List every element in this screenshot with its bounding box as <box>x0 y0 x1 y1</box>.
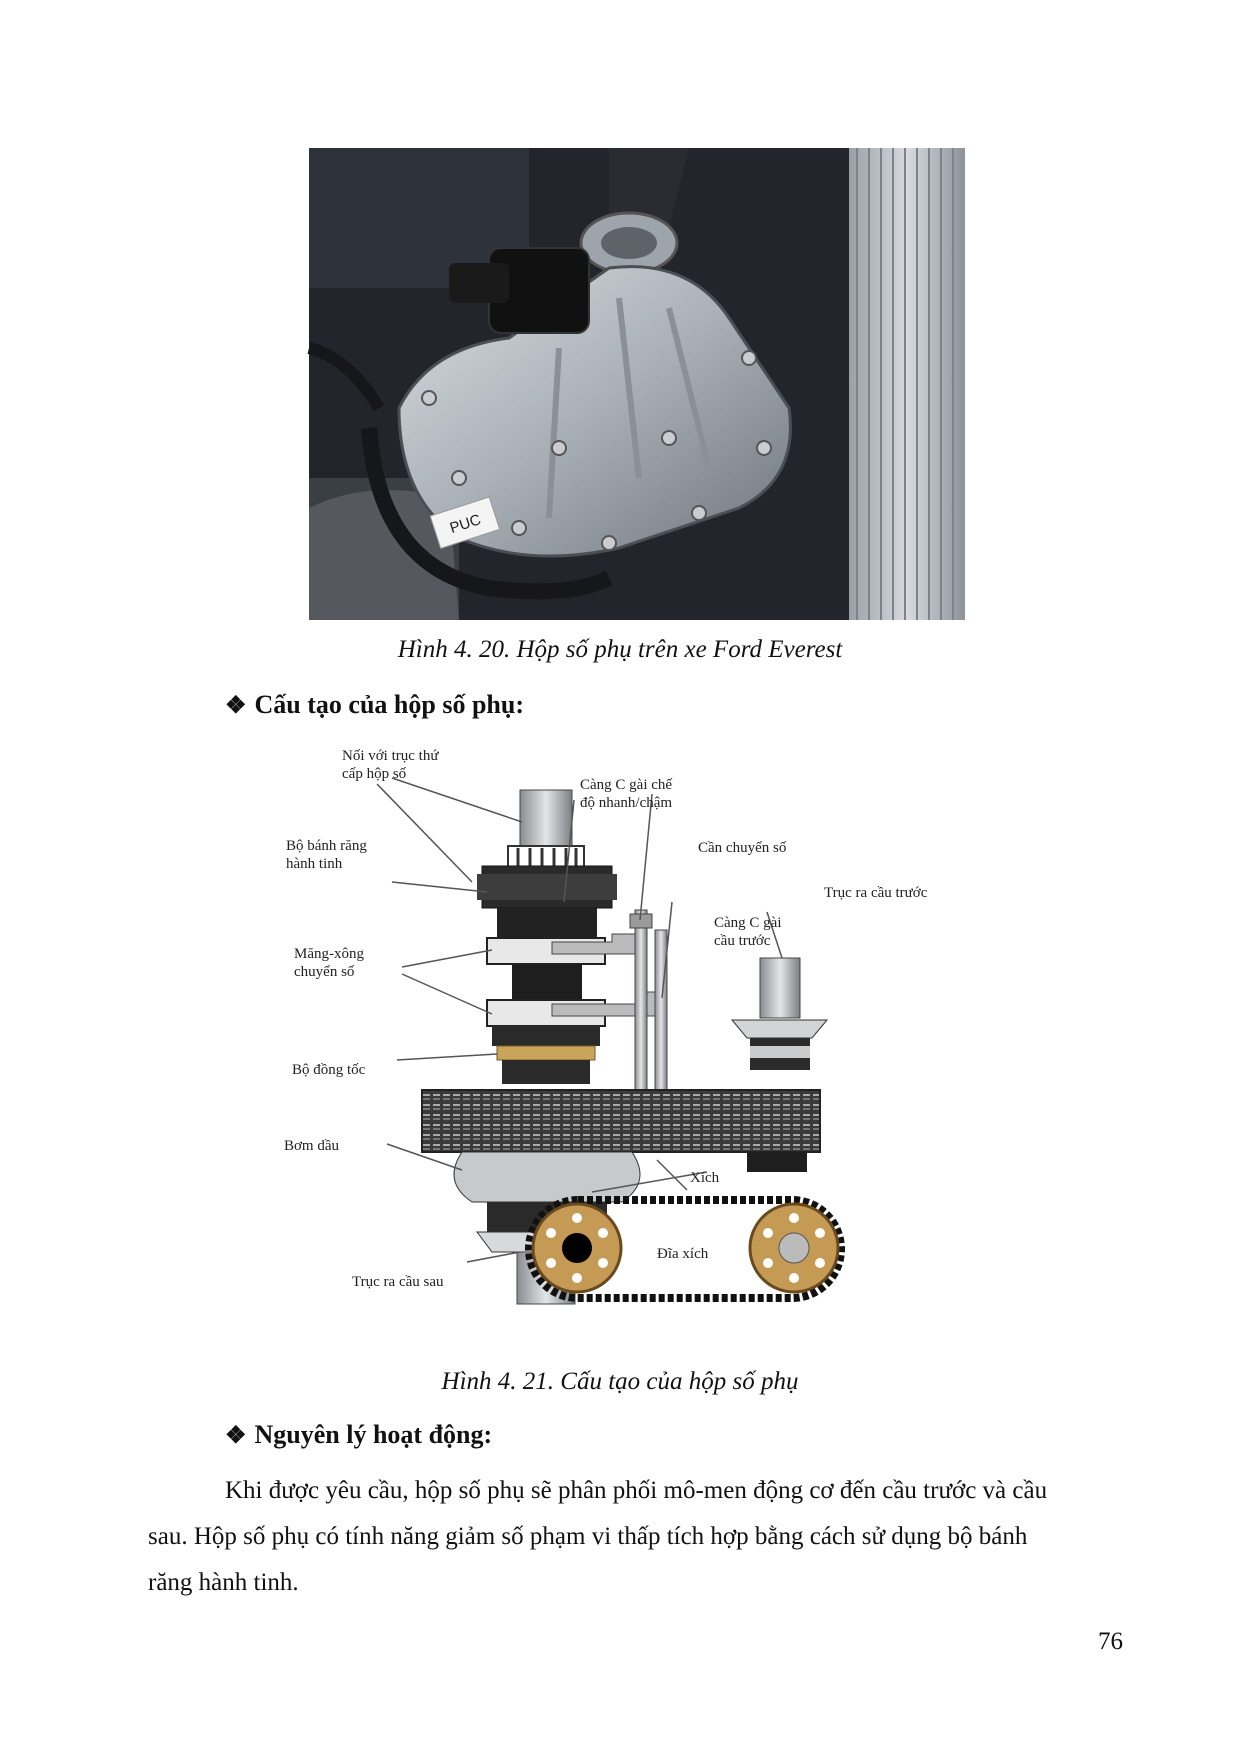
paragraph-line-2: sau. Hộp số phụ có tính năng giảm số phạm vi thấp tích hợp bằng cách sử dụng bộ bánh <box>148 1523 1028 1550</box>
label-bom-dau: Bơm dầu <box>284 1138 340 1154</box>
photo-sticker-label: PUC <box>447 511 484 538</box>
diamond-bullet-icon: ❖ <box>225 1423 247 1449</box>
label-cang-c-cau-truoc-2: cầu trước <box>714 933 771 949</box>
section-heading-principle <box>225 1420 492 1450</box>
body-paragraph <box>148 1468 1128 1606</box>
label-can-chuyen-so: Cần chuyển số <box>698 840 787 856</box>
label-noi-voi-truc-2: cấp hộp số <box>342 766 407 782</box>
section-title: Nguyên lý hoạt động: <box>254 1420 493 1449</box>
section-heading-structure <box>225 690 524 720</box>
section-title: Cấu tạo của hộp số phụ: <box>254 690 524 719</box>
label-xich: Xích <box>690 1170 720 1186</box>
figure-4-21-caption: Hình 4. 21. Cấu tạo của hộp số phụ <box>441 1368 799 1395</box>
label-cang-c-cau-truoc-1: Càng C gài <box>714 915 782 931</box>
page-number: 76 <box>1098 1628 1123 1655</box>
label-dia-xich: Đĩa xích <box>657 1246 709 1262</box>
transfer-case-photo <box>309 148 965 620</box>
label-mang-xong-2: chuyển số <box>294 964 355 980</box>
label-truc-ra-cau-truoc: Trục ra cầu trước <box>824 885 928 901</box>
label-noi-voi-truc-1: Nối với trục thứ <box>342 748 439 764</box>
transfer-case-photo-illustration <box>309 148 965 620</box>
label-mang-xong-1: Măng-xông <box>294 946 364 962</box>
label-bo-banh-rang-2: hành tinh <box>286 856 343 872</box>
label-cang-c-nhanh-cham-1: Càng C gài chế <box>580 777 673 793</box>
paragraph-line-1: Khi được yêu cầu, hộp số phụ sẽ phân phối mô-men động cơ đến cầu trước và cầu <box>225 1477 1048 1504</box>
paragraph-line-3: răng hành tinh. <box>148 1569 299 1596</box>
label-cang-c-nhanh-cham-2: độ nhanh/chậm <box>580 795 673 811</box>
label-bo-dong-toc: Bộ đồng tốc <box>292 1062 366 1078</box>
transfer-case-diagram <box>284 742 972 1340</box>
figure-4-20-caption: Hình 4. 20. Hộp số phụ trên xe Ford Everest <box>397 636 843 663</box>
label-truc-ra-cau-sau: Trục ra cầu sau <box>352 1274 444 1290</box>
label-bo-banh-rang-1: Bộ bánh răng <box>286 838 367 854</box>
diamond-bullet-icon: ❖ <box>225 693 247 719</box>
